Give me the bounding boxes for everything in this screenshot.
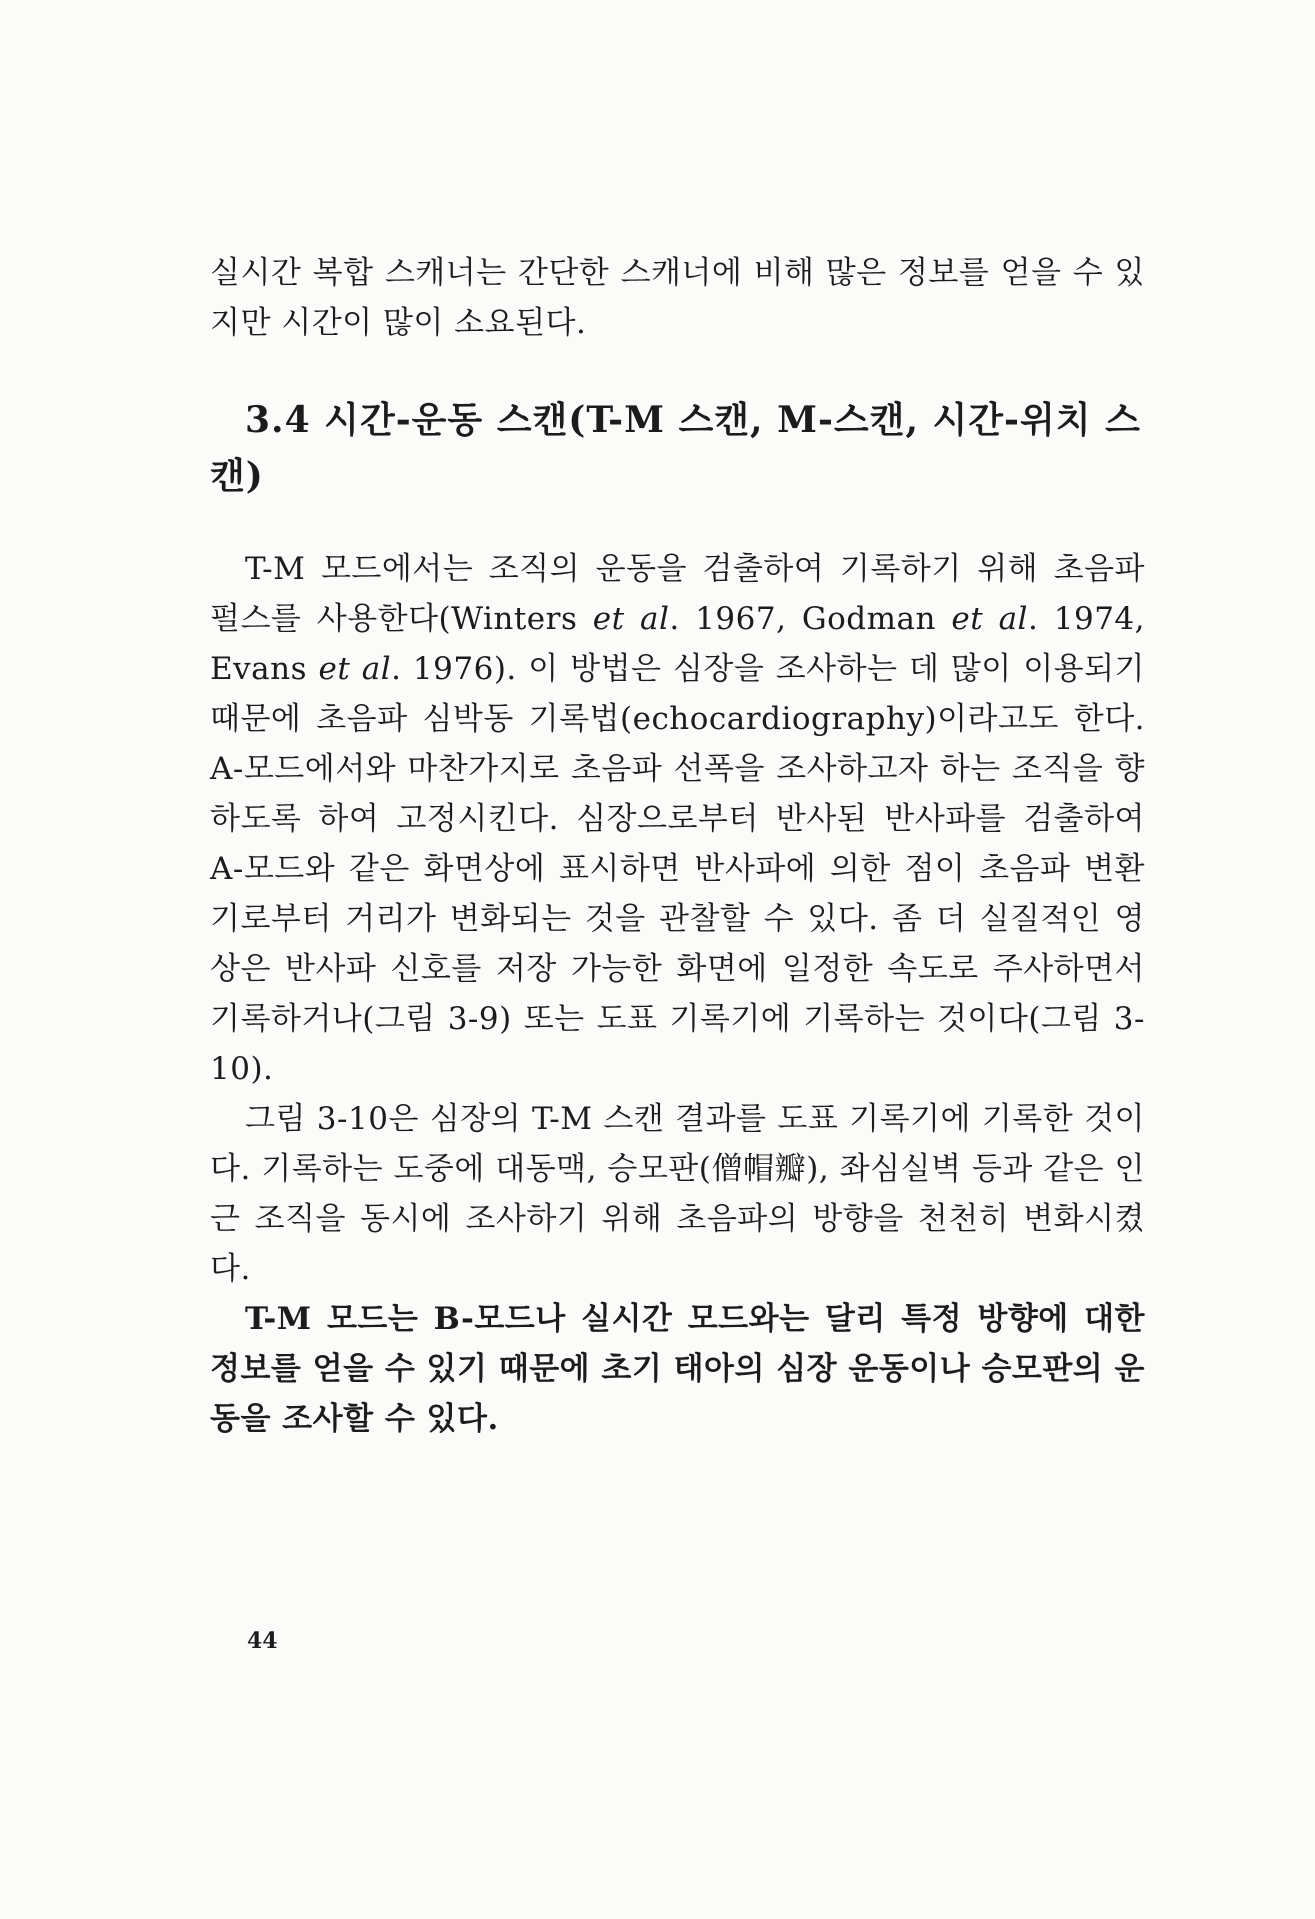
figure-paragraph: 그림 3-10은 심장의 T-M 스캔 결과를 도표 기록기에 기록한 것이다. 기록하는 도중에 대동맥, 승모판(僧帽瓣), 좌심실벽 등과 같은 인근 조직을 동시에 조사하기 위해 초음파의 방향을 천천히 변화시켰다. (210, 1101, 1145, 1287)
et-al-3: et al (318, 651, 392, 687)
et-al-2: et al (951, 601, 1028, 637)
tm-mode-text-4: . 1976). 이 방법은 심장을 조사하는 데 많이 이용되기 때문에 초음파 심박동 기록법(echocardiography)이라고도 한다. A-모드에서와 마찬가지로 초음파 선폭을 조사하고자 하는 조직을 향하도록 하여 고정시킨다. 심장으로부터 반사된 반사파를 검출하여 A-모드와 같은 화면상에 표시하면 반사파에 의한 점이 초음파 변환기로부터 거리가 변화되는 것을 관찰할 수 있다. 좀 더 실질적인 영상은 반사파 신호를 저장 가능한 화면에 일정한 속도로 주사하면서 기록하거나(그림 3-9) 또는 도표 기록기에 기록하는 것이다(그림 3-10). (210, 651, 1145, 1087)
conclusion-paragraph: T-M 모드는 B-모드나 실시간 모드와는 달리 특정 방향에 대한 정보를 얻을 수 있기 때문에 초기 태아의 심장 운동이나 승모판의 운동을 조사할 수 있다. (210, 1301, 1145, 1437)
tm-mode-paragraph (210, 544, 1145, 1094)
section-heading: 3.4 시간-운동 스캔(T-M 스캔, M-스캔, 시간-위치 스캔) (210, 399, 1141, 497)
tm-mode-text-3: . 1974, Evans (210, 601, 1145, 687)
tm-mode-text-2: . 1967, Godman (669, 601, 952, 637)
page-body (210, 248, 1145, 1444)
tm-mode-text-1: T-M 모드에서는 조직의 운동을 검출하여 기록하기 위해 초음파 펄스를 사용한다(Winters (210, 551, 1145, 637)
intro-paragraph: 실시간 복합 스캐너는 간단한 스캐너에 비해 많은 정보를 얻을 수 있지만 시간이 많이 소요된다. (210, 255, 1145, 341)
et-al-1: et al (592, 601, 670, 637)
page-number: 44 (247, 1628, 278, 1654)
